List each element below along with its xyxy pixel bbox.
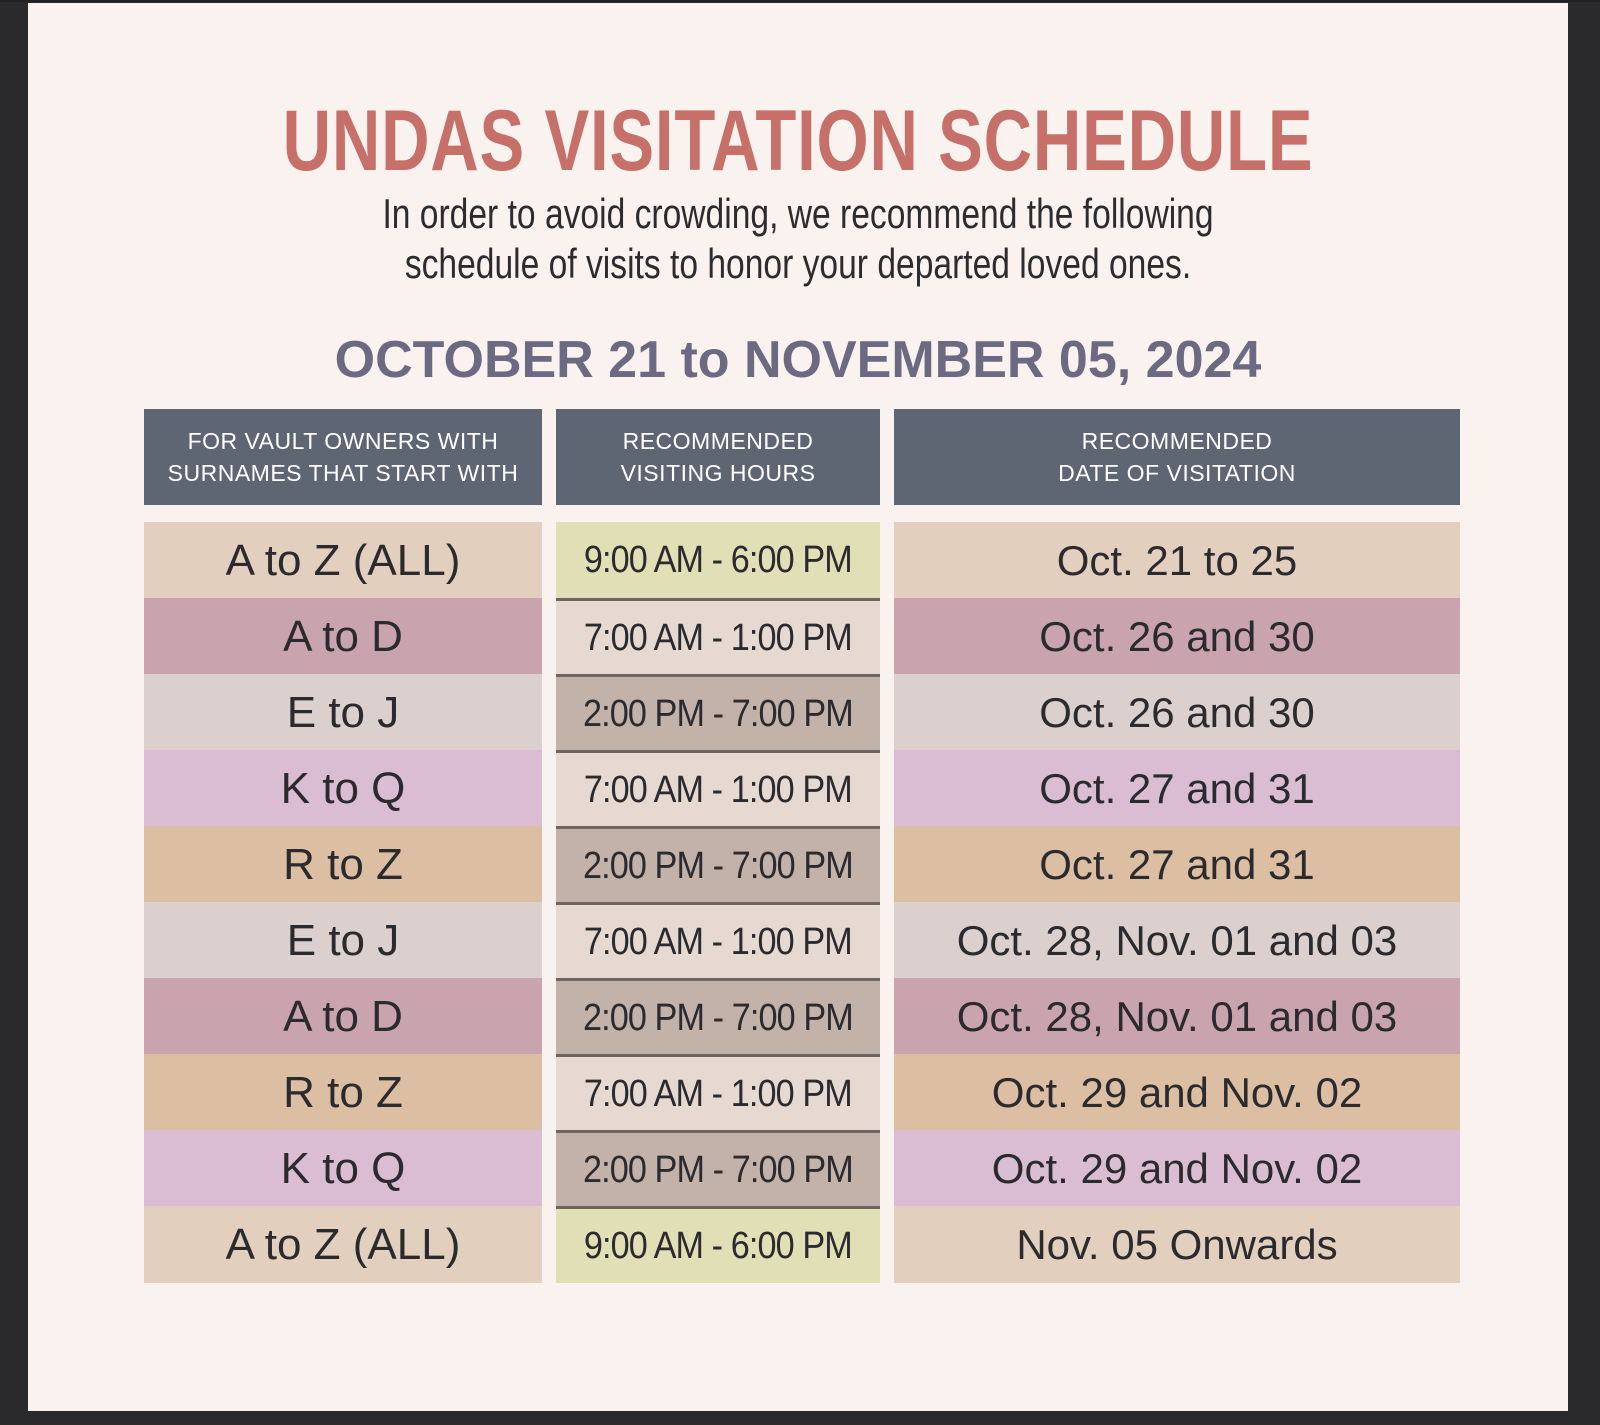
visiting-hours-text: 2:00 PM - 7:00 PM	[583, 844, 853, 887]
visitation-date-cell: Oct. 29 and Nov. 02	[894, 1130, 1460, 1207]
visitation-date-cell: Oct. 28, Nov. 01 and 03	[894, 902, 1460, 979]
header-hours-line-2: VISITING HOURS	[620, 460, 816, 486]
header-surnames	[144, 409, 542, 505]
visiting-hours-text: 2:00 PM - 7:00 PM	[583, 1148, 853, 1191]
table-row	[144, 1206, 1460, 1283]
schedule-title: UNDAS VISITATION SCHEDULE	[282, 93, 1314, 189]
surname-range-cell: A to D	[144, 978, 542, 1055]
schedule-image-viewer	[28, 3, 1568, 1411]
table-row	[144, 1054, 1460, 1131]
schedule-table	[144, 409, 1450, 1317]
date-range: OCTOBER 21 to NOVEMBER 05, 2024	[334, 331, 1262, 389]
surname-range-cell: A to Z (ALL)	[144, 1206, 542, 1283]
header-date-of-visitation	[894, 409, 1460, 505]
visitation-date-cell: Oct. 29 and Nov. 02	[894, 1054, 1460, 1131]
visiting-hours-cell	[556, 522, 880, 599]
table-row	[144, 674, 1460, 751]
table-row	[144, 826, 1460, 903]
visiting-hours-text: 7:00 AM - 1:00 PM	[584, 1072, 852, 1115]
header-hours-line-1: RECOMMENDED	[622, 428, 814, 454]
visitation-date-cell: Nov. 05 Onwards	[894, 1206, 1460, 1283]
visiting-hours-cell	[556, 826, 880, 903]
visiting-hours-text: 2:00 PM - 7:00 PM	[583, 692, 853, 735]
visiting-hours-cell	[556, 978, 880, 1055]
schedule-subtitle	[182, 189, 1414, 289]
header-visiting-hours	[556, 409, 880, 505]
visitation-date-cell: Oct. 26 and 30	[894, 598, 1460, 675]
header-date-line-2: DATE OF VISITATION	[1058, 460, 1296, 486]
visiting-hours-cell	[556, 1206, 880, 1283]
visiting-hours-cell	[556, 598, 880, 675]
visiting-hours-text: 2:00 PM - 7:00 PM	[583, 996, 853, 1039]
visiting-hours-cell	[556, 902, 880, 979]
visitation-date-cell: Oct. 27 and 31	[894, 750, 1460, 827]
table-row	[144, 750, 1460, 827]
visiting-hours-text: 9:00 AM - 6:00 PM	[584, 539, 852, 581]
surname-range-cell: A to Z (ALL)	[144, 522, 542, 599]
visiting-hours-text: 7:00 AM - 1:00 PM	[584, 920, 852, 963]
visitation-date-cell: Oct. 21 to 25	[894, 522, 1460, 599]
subtitle-line-1: In order to avoid crowding, we recommend the following	[382, 190, 1214, 237]
visitation-date-cell: Oct. 26 and 30	[894, 674, 1460, 751]
visiting-hours-cell	[556, 750, 880, 827]
surname-range-cell: K to Q	[144, 750, 542, 827]
table-row	[144, 1130, 1460, 1207]
table-row	[144, 978, 1460, 1055]
table-row	[144, 522, 1460, 599]
visiting-hours-text: 9:00 AM - 6:00 PM	[584, 1224, 852, 1267]
visiting-hours-text: 7:00 AM - 1:00 PM	[584, 616, 852, 659]
surname-range-cell: E to J	[144, 674, 542, 751]
subtitle-line-2: schedule of visits to honor your departed loved ones.	[404, 240, 1192, 287]
header-date-line-1: RECOMMENDED	[1081, 428, 1273, 454]
visiting-hours-cell	[556, 1130, 880, 1207]
surname-range-cell: E to J	[144, 902, 542, 979]
header-surnames-line-2: SURNAMES THAT START WITH	[167, 460, 519, 486]
surname-range-cell: R to Z	[144, 826, 542, 903]
visitation-date-cell: Oct. 28, Nov. 01 and 03	[894, 978, 1460, 1055]
table-row	[144, 598, 1460, 675]
surname-range-cell: K to Q	[144, 1130, 542, 1207]
background-header-strip	[0, 0, 1600, 2]
table-row	[144, 902, 1460, 979]
visiting-hours-cell	[556, 674, 880, 751]
surname-range-cell: A to D	[144, 598, 542, 675]
visitation-date-cell: Oct. 27 and 31	[894, 826, 1460, 903]
visiting-hours-text: 7:00 AM - 1:00 PM	[584, 768, 852, 811]
header-surnames-line-1: FOR VAULT OWNERS WITH	[187, 428, 499, 454]
visiting-hours-cell	[556, 1054, 880, 1131]
surname-range-cell: R to Z	[144, 1054, 542, 1131]
